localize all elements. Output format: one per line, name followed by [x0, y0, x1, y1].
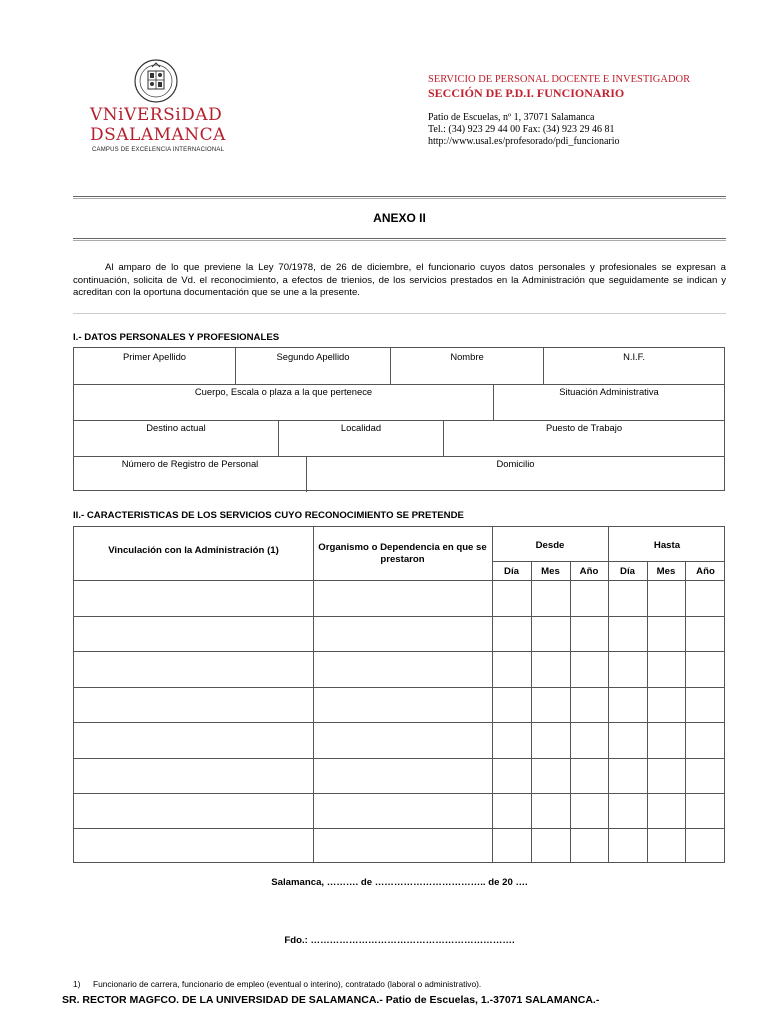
services-table [73, 526, 725, 863]
logo-wordmark [90, 106, 230, 144]
row-divider [74, 793, 724, 794]
addressee-footer: SR. RECTOR MAGFCO. DE LA UNIVERSIDAD DE SALAMANCA.- Patio de Escuelas, 1.-37071 SALAMANCA.- [62, 994, 600, 1006]
personal-row-4 [74, 456, 724, 492]
section2-heading: II.- CARACTERISTICAS DE LOS SERVICIOS CUYO RECONOCIMIENTO SE PRETENDE [73, 510, 464, 521]
col-hasta-anio: Año [696, 566, 715, 577]
footnote-text: Funcionario de carrera, funcionario de empleo (eventual o interino), contratado (laboral o administrativo). [93, 979, 482, 989]
field-situacion-administrativa[interactable]: Situación Administrativa [493, 385, 724, 420]
personal-data-table [73, 347, 725, 491]
logo-line-1: VNiVERSiDAD [90, 105, 223, 125]
field-destino-actual[interactable]: Destino actual [146, 422, 206, 433]
row-divider [74, 722, 724, 723]
field-domicilio[interactable]: Domicilio [306, 457, 724, 492]
divider-top [73, 196, 726, 199]
col-divider [685, 561, 686, 862]
row-divider [74, 687, 724, 688]
col-hasta-mes: Mes [656, 566, 676, 577]
col-organismo: Organismo o Dependencia en que se prestaron [318, 542, 487, 565]
divider-bottom [73, 238, 726, 241]
row-divider [74, 758, 724, 759]
field-cuerpo-escala[interactable]: Cuerpo, Escala o plaza a la que pertenece [194, 386, 373, 397]
field-registro-personal[interactable]: Número de Registro de Personal [121, 458, 259, 469]
col-vinculacion: Vinculación con la Administración (1) [108, 545, 279, 556]
section1-heading: I.- DATOS PERSONALES Y PROFESIONALES [73, 332, 280, 343]
col-desde-mes: Mes [541, 566, 560, 577]
col-divider [608, 527, 609, 862]
col-hasta-dia: Día [620, 566, 635, 577]
field-puesto-trabajo[interactable]: Puesto de Trabajo [443, 421, 724, 456]
field-primer-apellido[interactable]: Primer Apellido [122, 351, 187, 362]
field-nombre[interactable]: Nombre [390, 348, 543, 384]
field-segundo-apellido[interactable]: Segundo Apellido [235, 348, 390, 384]
field-localidad[interactable]: Localidad [278, 421, 443, 456]
col-desde-anio: Año [579, 566, 599, 577]
personal-row-3 [74, 420, 724, 456]
col-desde: Desde [535, 540, 565, 551]
university-logo [90, 58, 230, 158]
col-divider [647, 561, 648, 862]
col-divider [570, 561, 571, 862]
col-desde-dia: Día [504, 566, 519, 577]
col-divider [531, 561, 532, 862]
intro-paragraph: Al amparo de lo que previene la Ley 70/1978, de 26 de diciembre, el funcionario cuyos datos personales y profesionales se expresan a continuación, solicita de Vd. el reconocimiento, a efectos de trienios, de los servicios prestados en la Administración que seguidamente se indican y acreditan con la oportuna documentación que se une a la presente. [73, 262, 726, 298]
phone-fax: Tel.: (34) 923 29 44 00 Fax: (34) 923 29 46 81 [428, 124, 615, 135]
field-nif[interactable]: N.I.F. [543, 348, 724, 384]
address: Patio de Escuelas, nº 1, 37071 Salamanca [428, 112, 595, 123]
logo-tagline: CAMPUS DE EXCELENCIA INTERNACIONAL [92, 147, 225, 153]
row-divider [74, 616, 724, 617]
col-divider [492, 527, 493, 862]
page-title: ANEXO II [373, 211, 426, 225]
footnote-number: 1) [73, 979, 81, 989]
col-divider [313, 527, 314, 862]
logo-line-2: DSALAMANCA [90, 125, 226, 145]
header-sub-divider [492, 561, 724, 562]
personal-row-1 [74, 348, 724, 384]
section-name: SECCIÓN DE P.D.I. FUNCIONARIO [428, 86, 625, 100]
col-hasta: Hasta [653, 540, 681, 551]
date-line[interactable]: Salamanca, ………. de …………………………….. de 20 …. [271, 877, 528, 888]
personal-row-2 [74, 384, 724, 420]
row-divider [74, 651, 724, 652]
service-name: SERVICIO DE PERSONAL DOCENTE E INVESTIGADOR [428, 74, 691, 85]
crest-icon [128, 58, 184, 104]
website-link[interactable]: http://www.usal.es/profesorado/pdi_funcionario [428, 136, 620, 147]
divider-intro [73, 313, 726, 314]
header-divider [74, 580, 724, 581]
row-divider [74, 828, 724, 829]
signature-line[interactable]: Fdo.: ………………………………………………………. [284, 935, 515, 946]
